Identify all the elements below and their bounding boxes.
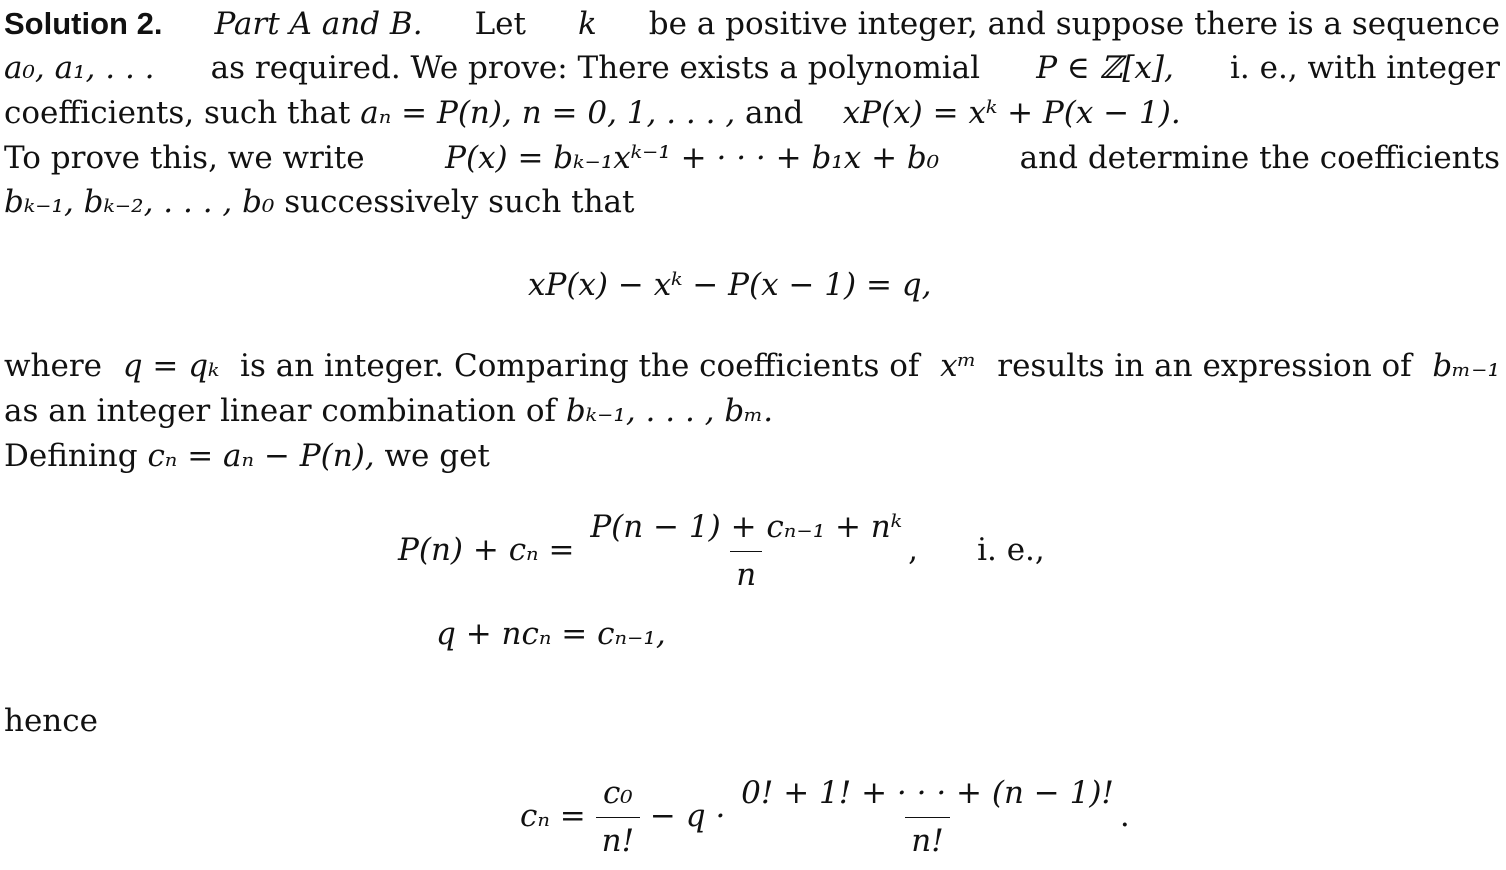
l4-text-1: To prove this, we write	[4, 140, 365, 176]
l2-text-1: as required. We prove: There exists a polynomial	[210, 50, 981, 86]
text-line-6	[4, 348, 1500, 384]
l7-text-1: as an integer linear combination of	[4, 393, 557, 429]
eq4-denominator-1: n!	[596, 817, 640, 857]
eq4-fraction-1	[596, 775, 640, 859]
l3-text-1: coefficients, such that	[4, 95, 351, 131]
l6-text-1: where	[4, 348, 103, 384]
eq2-ie: i. e.,	[977, 532, 1045, 568]
solution-heading: Solution 2.	[4, 6, 163, 41]
eq2-denominator: n	[730, 551, 762, 591]
l8-text-2: we get	[384, 438, 490, 474]
l1-math-k: k	[577, 6, 597, 42]
eq4-lhs: cₙ =	[520, 798, 586, 834]
eq4-numerator-2: 0! + 1! + · · · + (n − 1)!	[741, 775, 1114, 811]
eq2-fraction	[584, 509, 908, 593]
l7-math-1: bₖ₋₁, . . . , bₘ.	[565, 393, 774, 429]
l4-text-2: and determine the coefficients	[1019, 140, 1500, 176]
l6-text-3: results in an expression of	[997, 348, 1412, 384]
eq4-fraction-2	[735, 775, 1120, 859]
l8-math-1: cₙ = aₙ − P(n),	[147, 438, 375, 474]
text-line-1	[4, 8, 1500, 40]
l6-text-2: is an integer. Comparing the coefficients of	[240, 348, 920, 384]
text-line-5	[4, 184, 1500, 220]
l5-text-1: successively such that	[284, 184, 635, 220]
text-line-3	[4, 95, 1500, 131]
l6-math-1: q = qₖ	[122, 348, 220, 384]
eq4-denominator-2: n!	[905, 817, 949, 857]
l6-math-3: bₘ₋₁	[1432, 348, 1500, 384]
equation-2	[398, 509, 1045, 593]
l4-math-1: P(x) = bₖ₋₁xᵏ⁻¹ + · · · + b₁x + b₀	[445, 140, 940, 176]
l6-math-2: xᵐ	[940, 348, 977, 384]
equation-1: xP(x) − xᵏ − P(x − 1) = q,	[528, 267, 932, 303]
text-line-2	[4, 50, 1500, 86]
l2-math-sequence: a₀, a₁, . . .	[4, 50, 155, 86]
text-line-8	[4, 438, 1500, 474]
parts-label: Part A and B.	[214, 6, 423, 42]
l3-math-2: xP(x) = xᵏ + P(x − 1).	[842, 95, 1181, 131]
equation-4	[520, 775, 1130, 859]
eq4-numerator-1: c₀	[602, 775, 633, 811]
l1-text-1: Let	[474, 6, 526, 42]
l3-math-1: aₙ = P(n), n = 0, 1, . . . ,	[360, 95, 736, 131]
eq2-comma: ,	[908, 532, 918, 568]
text-line-7	[4, 393, 1500, 429]
l5-math-1: bₖ₋₁, bₖ₋₂, . . . , b₀	[4, 184, 275, 220]
text-line-4	[4, 140, 1500, 176]
l3-text-2: and	[745, 95, 804, 131]
l2-math-polynomial: P ∈ ℤ[x],	[1036, 50, 1174, 86]
eq2-numerator: P(n − 1) + cₙ₋₁ + nᵏ	[590, 509, 903, 545]
eq4-middle: − q ·	[649, 798, 726, 834]
eq4-period: .	[1119, 798, 1130, 834]
equation-3: q + ncₙ = cₙ₋₁,	[436, 616, 666, 652]
eq2-lhs: P(n) + cₙ =	[398, 532, 575, 568]
l8-text-1: Defining	[4, 438, 138, 474]
l2-text-2: i. e., with integer	[1230, 50, 1500, 86]
text-hence: hence	[4, 703, 98, 739]
l1-text-2: be a positive integer, and suppose there is a sequence	[648, 6, 1500, 42]
